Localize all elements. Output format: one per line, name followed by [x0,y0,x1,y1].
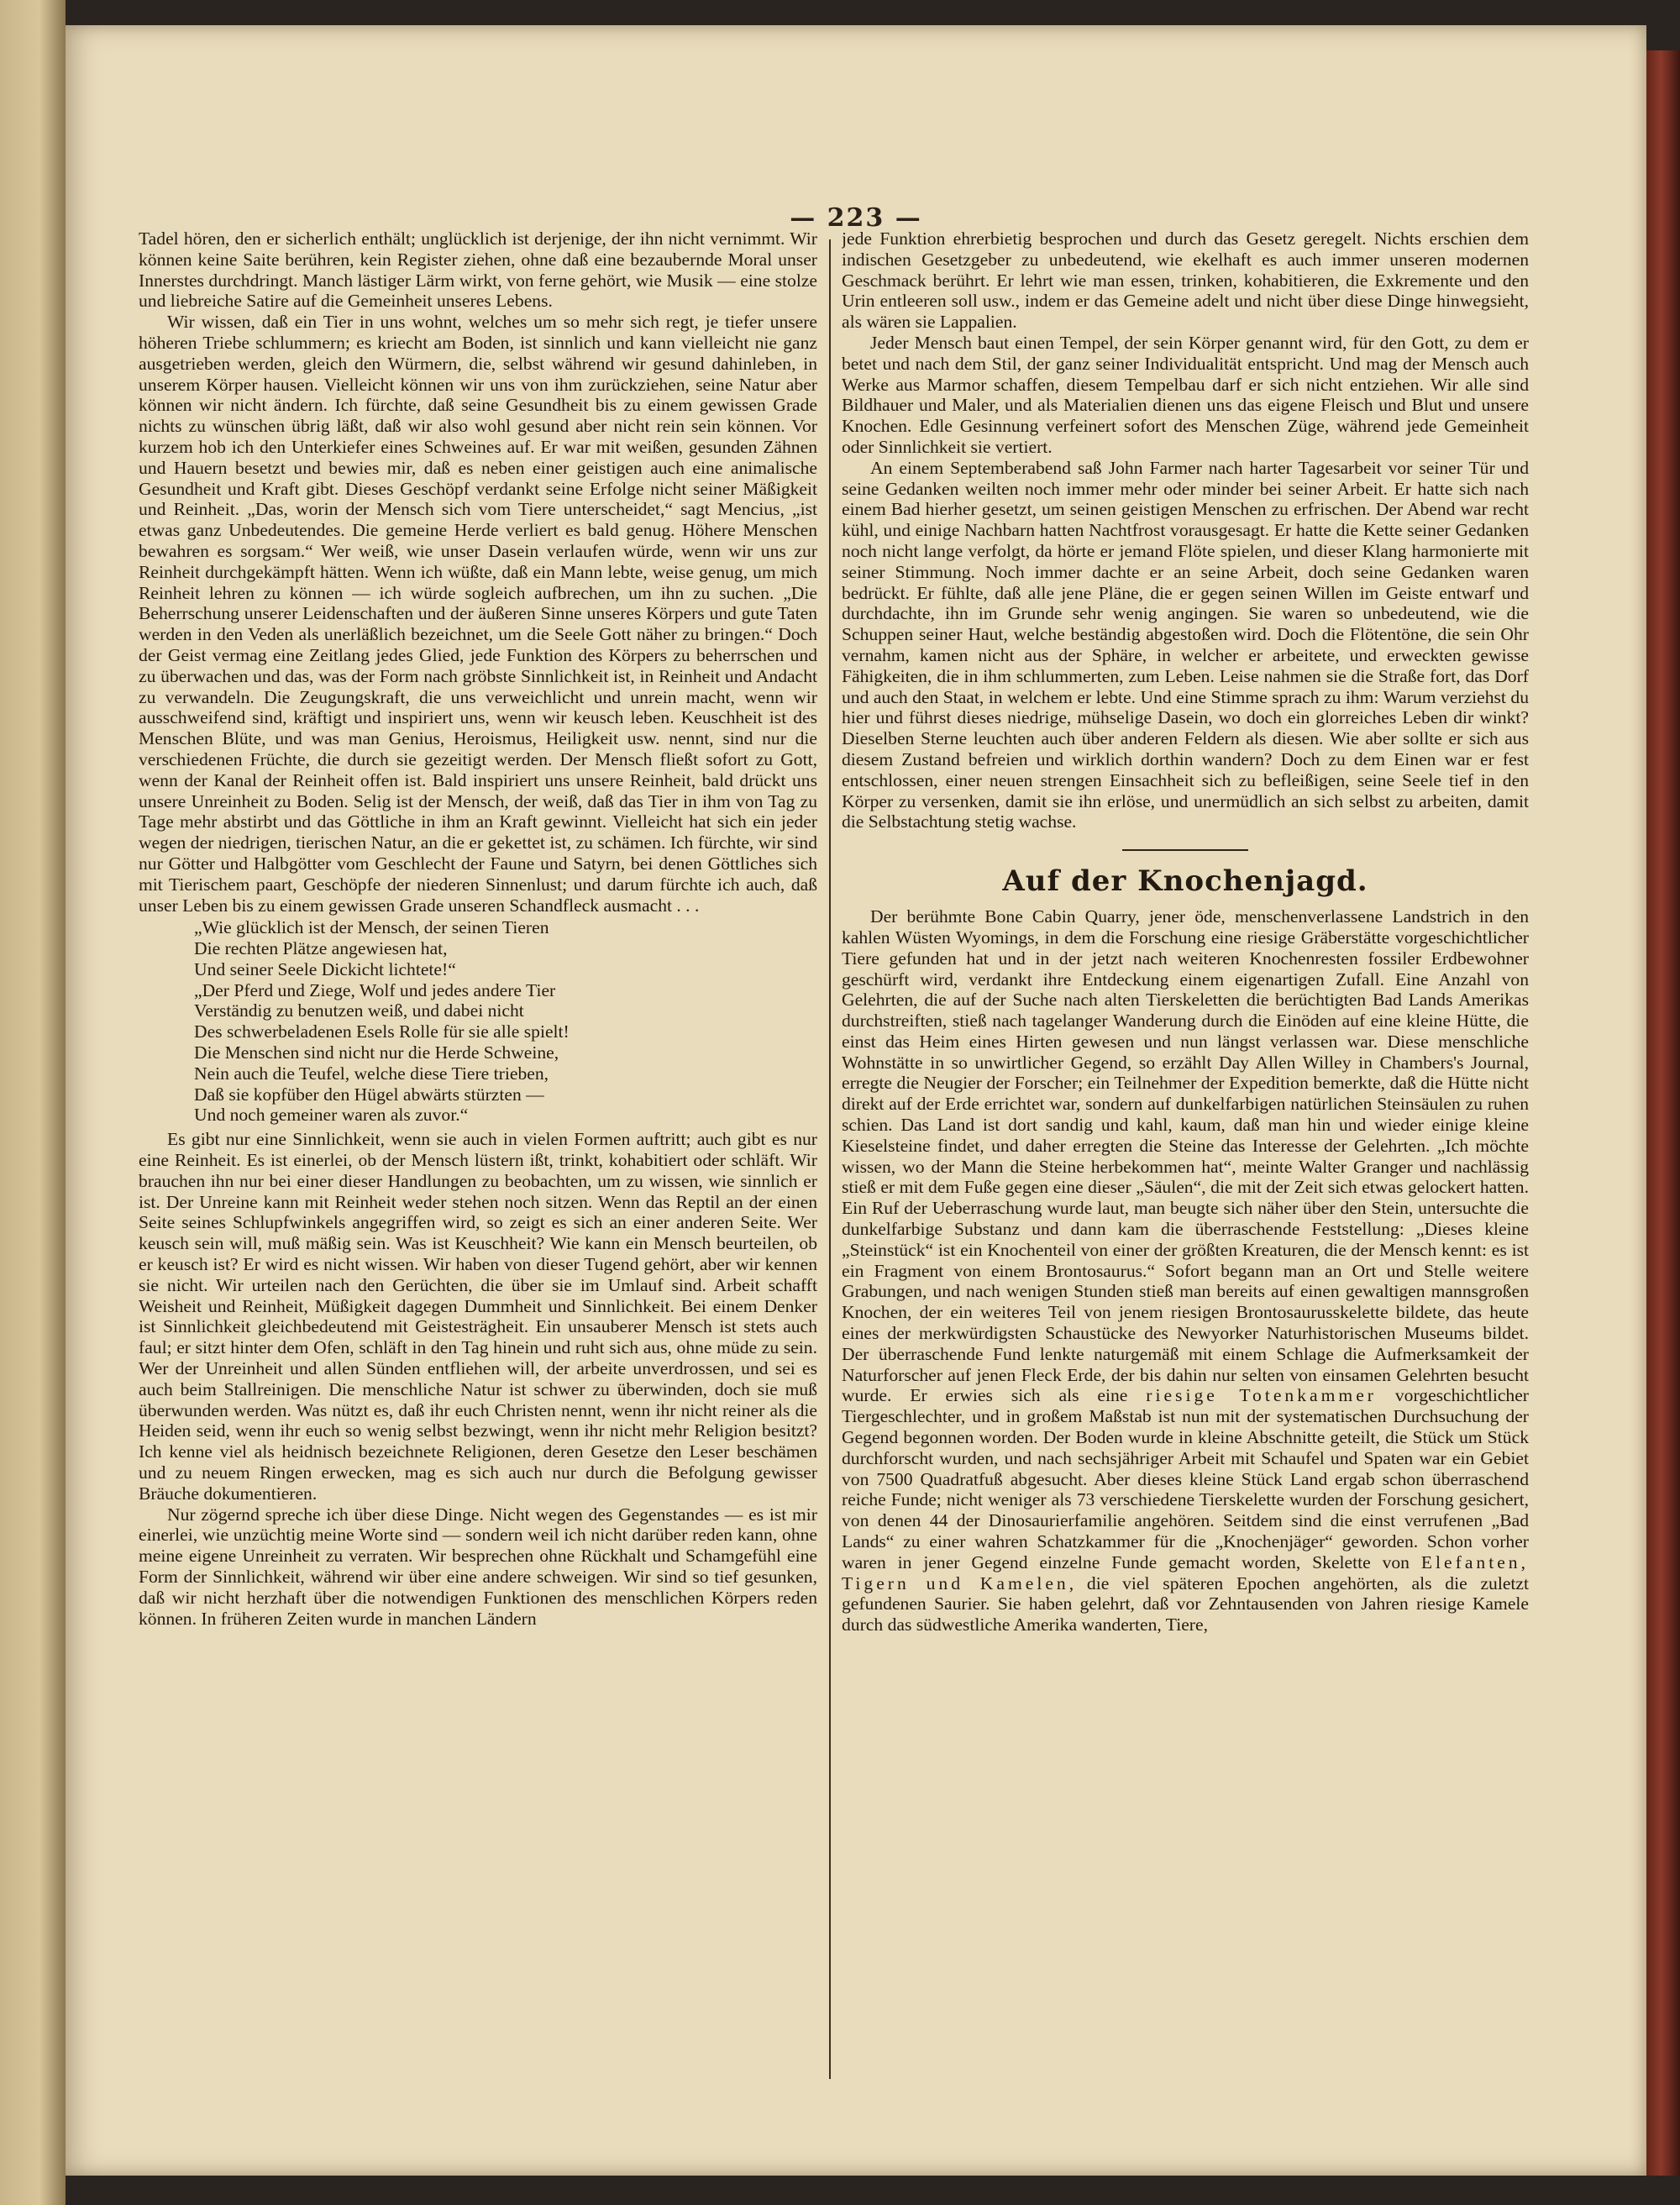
paragraph: jede Funktion ehrerbietig besprochen und durch das Gesetz geregelt. Nichts erschien dem indischen Gesetzgeber zu unbedeutend, wie ekelhaft es auch immer unseren modernen Geschmack berührt. Er lehrt wie man essen, trinken, kohabitieren, die Exkremente und den Urin entleeren soll usw., indem er das Gemeine adelt und nicht über diese Dinge hinwegsieht, als wären sie Lappalien. [842,228,1529,333]
poem-line: Nein auch die Teufel, welche diese Tiere trieben, [194,1063,549,1084]
spaced-emphasis: Elefanten, Tigern und Kamelen [842,1551,1529,1593]
spaced-emphasis: riesige Totenkammer [1146,1385,1377,1406]
left-page-edge [0,0,66,2205]
poem-line: Und noch gemeiner waren als zuvor.“ [194,1105,469,1126]
text-run: vorgeschichtlicher Tiergeschlechter, und in großem Maßstab ist nun mit der systematischen Durchsuchung der Gegend begonnen worden. Der Boden wurde in kleine Abschnitte geteilt, die Stück um Stück durchforscht wurden, und nach sechsjähriger Arbeit mit Schaufel und Spaten war ein Gebiet von 7500 Quadratfuß abgesucht. Aber dieses kleine Stück Land ergab schon überraschend reiche Funde; nicht weniger als 73 verschiedene Tierskelette wurden der Forschung gesichert, von denen 44 der Dinosaurierfamilie angehören. Seitdem sind die einst verrufenen „Bad Lands“ zu einer wahren Schatzkammer für die „Knochenjäger“ geworden. Schon vorher waren in jener Gegend einzelne Funde gemacht worden, Skelette von [842,1385,1529,1572]
poem-line: „Wie glücklich ist der Mensch, der seinen Tieren [194,917,549,938]
poem-line: Daß sie kopfüber den Hügel abwärts stürzten — [194,1084,544,1105]
article-paragraph [842,906,1529,1635]
text-run: , die viel späteren Epochen angehörten, als die zuletzt gefundenen Saurier. Sie haben gelehrt, daß vor Zehntausenden von Jahren riesige Kamele durch das südwestliche Amerika wanderten, Tiere, [842,1572,1529,1635]
poem [194,917,817,1126]
paragraph: Nur zögernd spreche ich über diese Dinge. Nicht wegen des Gegenstandes — es ist mir einerlei, wie unzüchtig meine Worte sind — sondern weil ich nicht darüber reden kann, ohne meine eigene Unreinheit zu verraten. Wir besprechen ohne Rückhalt und Schamgefühl eine Form der Sinnlichkeit, während wir über eine andere schweigen. Wir sind so tief gesunken, daß wir nicht herzhaft über die notwendigen Funktionen des menschlichen Körpers reden können. In früheren Zeiten wurde in manchen Ländern [139,1504,817,1629]
text-run: Der berühmte Bone Cabin Quarry, jener öde, menschenverlassene Landstrich in den kahlen Wüsten Wyomings, in dem die Forschung eine riesige Gräberstätte vorgeschichtlicher Tiere gefunden hat und in der jetzt nach weiteren Knochenresten fossiler Erdbewohner geschürft wird, verdankt ihre Entdeckung einem eigenartigen Zufall. Eine Anzahl von Gelehrten, die auf der Suche nach alten Tierskeletten die berüchtigten Bad Lands Amerikas durchstreiften, stieß nach tagelanger Wanderung durch die Einöden auf eine kleine Hütte, die einst das Heim eines Hirten gewesen und nun längst verlassen war. Diese menschliche Wohnstätte in so unwirtlicher Gegend, so erzählt Day Allen Willey in Chambers's Journal, erregte die Neugier der Forscher; ein Teilnehmer der Expedition bemerkte, daß die Hütte nicht direkt auf der Erde errichtet war, sondern auf dunkelfarbigen natürlichen Steinsäulen zu ruhen schien. Das Land ist dort sandig und kahl, kaum, daß man hin und wieder einige kleine Kieselsteine findet, und daher erregten die Steine das Interesse der Gelehrten. „Ich möchte wissen, wo der Mann die Steine herbekommen hat“, meinte Walter Granger und nachlässig stieß er mit dem Fuße gegen eine dieser „Säulen“, die mit der Zeit sich etwas gelockert hatten. Ein Ruf der Ueberraschung wurde laut, man beugte sich näher über den Stein, untersuchte die dunkelfarbige Substanz und dann kam die überraschende Feststellung: „Dieses kleine „Steinstück“ ist ein Knochenteil von einer der größten Kreaturen, die der Mensch kennt: es ist ein Fragment von einem Brontosaurus.“ Sofort begann man an Ort und Stelle weitere Grabungen, und nach wenigen Stunden stieß man bereits auf einen gewaltigen mannsgroßen Knochen, der ein weiteres Teil von jenem riesigen Brontosaurusskelette bildete, das heute eines der merkwürdigsten Schaustücke des Newyorker Naturhistorischen Museums bildet. Der überraschende Fund lenkte naturgemäß mit einem Schlage die Aufmerksamkeit der Naturforscher auf jenen Fleck Erde, der bis dahin nur selten von einsamen Gelehrten besucht wurde. Er erwies sich als eine [842,906,1529,1406]
poem-line: Die Menschen sind nicht nur die Herde Schweine, [194,1042,559,1063]
poem-line: Des schwerbeladenen Esels Rolle für sie alle spielt! [194,1021,570,1042]
page-number: — 223 — [790,203,922,233]
paragraph: Jeder Mensch baut einen Tempel, der sein Körper genannt wird, für den Gott, zu dem er betet und nach dem Stil, der ganz seiner Individualität entspricht. Und mag der Mensch auch Werke aus Marmor schaffen, diesem Tempelbau darf er sich nicht entziehen. Wir alle sind Bildhauer und Maler, und als Materialien dienen uns das eigene Fleisch und Blut und unsere Knochen. Edle Gesinnung verfeinert sofort des Menschen Züge, während jede Gemeinheit oder Sinnlichkeit sie vertiert. [842,332,1529,457]
poem-line: Die rechten Plätze angewiesen hat, [194,938,448,959]
article-title: Auf der Knochenjagd. [1002,864,1368,899]
poem-line: Verständig zu benutzen weiß, und dabei nicht [194,1000,524,1021]
left-column [139,228,817,2093]
section-divider [1122,849,1248,851]
paragraph: Es gibt nur eine Sinnlichkeit, wenn sie auch in vielen Formen auftritt; auch gibt es nur eine Reinheit. Es ist einerlei, ob der Mensch lüstern ißt, trinkt, kohabitiert oder schläft. Wir brauchen ihn nur bei einer dieser Handlungen zu beobachten, um zu wissen, wie sinnlich er ist. Der Unreine kann mit Reinheit weder stehen noch sitzen. Wenn das Reptil an der einen Seite seines Schlupfwinkels angegriffen wird, so zeigt es sich an einer anderen Seite. Wer keusch sein will, muß mäßig sein. Was ist Keuschheit? Wie kann ein Mensch beurteilen, ob er keusch ist? Er wird es nicht wissen. Wir haben von dieser Tugend gehört, aber wir kennen sie nicht. Wir urteilen nach den Gerüchten, die über sie im Umlauf sind. Arbeit schafft Weisheit und Reinheit, Müßigkeit dagegen Dummheit und Sinnlichkeit. Bei einem Denker ist Sinnlichkeit gleichbedeutend mit Geistesträgheit. Ein unsauberer Mensch ist stets auch faul; er sitzt hinter dem Ofen, schläft in den Tag hinein und ruht sich aus, ohne müde zu sein. Wer der Unreinheit und allen Sünden entfliehen will, der arbeite unverdrossen, und sei es auch beim Stallreinigen. Die menschliche Natur ist schwer zu überwinden, doch sie muß überwunden werden. Was nützt es, daß ihr euch Christen nennt, wenn ihr nicht reiner als die Heiden seid, wenn ihr euch so wenig selbst bezwingt, wenn ihr nicht mehr Religion besitzt? Ich kenne viel als heidnisch bezeichnete Religionen, deren Gesetze den Leser beschämen und zu neuem Ringen erwecken, mag es sich auch nur durch die Befolgung gewisser Bräuche dokumentieren. [139,1129,817,1504]
poem-line: Und seiner Seele Dickicht lichtete!“ [194,958,456,979]
paragraph: Tadel hören, den er sicherlich enthält; unglücklich ist derjenige, der ihn nicht vernimmt. Wir können keine Saite berühren, kein Register ziehen, ohne daß eine bezaubernde Moral unser Innerstes durchdringt. Manch lästiger Lärm wirkt, von ferne gehört, wie Musik — eine stolze und liebreiche Satire auf die Gemeinheit unseres Lebens. [139,228,817,312]
paragraph: Wir wissen, daß ein Tier in uns wohnt, welches um so mehr sich regt, je tiefer unsere höheren Triebe schlummern; es kriecht am Boden, ist sinnlich und kann vielleicht nie ganz ausgetrieben werden, gleich den Würmern, die, selbst während wir gesund dahinleben, in unserem Körper hausen. Vielleicht können wir uns von ihm zurückziehen, seine Natur aber können wir nicht ändern. Ich fürchte, daß seine Gesundheit bis zu einem gewissen Grade nichts zu wünschen übrig läßt, daß wir also wohl gesund aber nicht rein sein können. Vor kurzem hob ich den Unterkiefer eines Schweines auf. Er war mit weißen, gesunden Zähnen und Hauern besetzt und bewies mir, daß es neben einer geistigen auch eine animalische Gesundheit und Kraft gibt. Dieses Geschöpf verdankt seine Erfolge nicht seiner Mäßigkeit und Reinheit. „Das, worin der Mensch sich vom Tiere unterscheidet,“ sagt Mencius, „ist etwas ganz Unbedeutendes. Die gemeine Herde verliert es bald genug. Höhere Menschen bewahren es sorgsam.“ Wer weiß, wie unser Dasein verlaufen würde, wenn wir uns zur Reinheit durchgekämpft hätten. Wenn ich wüßte, daß ein Mann lebte, weise genug, um mich Reinheit lehren zu können — ich würde sogleich aufbrechen, um ihn zu suchen. „Die Beherrschung unserer Leidenschaften und der äußeren Sinne unseres Körpers und gute Taten werden in den Veden als unerläßlich bezeichnet, um die Seele Gott näher zu bringen.“ Doch der Geist vermag eine Zeitlang jedes Glied, jede Funktion des Körpers zu beherrschen und zu überwachen und das, was der Form nach gröbste Sinnlichkeit ist, in Reinheit und Andacht zu verwandeln. Die Zeugungskraft, die uns verweichlicht und unrein macht, wenn wir ausschweifend sind, kräftigt und inspiriert uns, wenn wir keusch leben. Keuschheit ist des Menschen Blüte, und was man Genius, Heroismus, Heiligkeit usw. nennt, sind nur die verschiedenen Früchte, die durch sie gezeitigt werden. Der Mensch fließt sofort zu Gott, wenn der Kanal der Reinheit offen ist. Bald inspiriert uns unsere Reinheit, bald drückt uns unsere Unreinheit zu Boden. Selig ist der Mensch, der weiß, daß das Tier in ihm von Tag zu Tage mehr abstirbt und das Göttliche in ihm an Kraft gewinnt. Vielleicht hat sich ein jeder wegen der niedrigen, tierischen Natur, an die er gekettet ist, zu schämen. Ich fürchte, wir sind nur Götter und Halbgötter vom Geschlecht der Faune und Satyrn, bei denen Göttliches sich mit Tierischem paart, Geschöpfe der niederen Sinnenlust; und darum fürchte ich auch, daß unser Leben bis zu einem gewissen Grade unseren Schandfleck ausmacht . . . [139,312,817,916]
poem-line: „Der Pferd und Ziege, Wolf und jedes andere Tier [194,979,556,1000]
column-divider [829,239,831,2079]
right-column [842,228,1529,2093]
paragraph: An einem Septemberabend saß John Farmer nach harter Tagesarbeit vor seiner Tür und seine Gedanken weilten noch immer mehr oder minder bei seiner Arbeit. Er hatte sich nach einem Bad hierher gesetzt, um seinen geistigen Menschen zu erfrischen. Der Abend war recht kühl, und einige Nachbarn hatten Nachtfrost vorausgesagt. Er hatte die Kette seiner Gedanken noch nicht lange verfolgt, da hörte er jemand Flöte spielen, und dieser Klang harmonierte mit seiner Stimmung. Noch immer dachte er an seine Arbeit, doch seine Gedanken waren bedrückt. Er fühlte, daß alle jene Pläne, die er gegen seinen Willen im Geiste entwarf und durchdachte, ihn im Grunde sehr wenig angingen. Sie waren so unbedeutend, wie die Schuppen seiner Haut, welche beständig abgestoßen wird. Doch die Flötentöne, die sein Ohr vernahm, kamen nicht aus der Sphäre, in welcher er arbeitete, und erweckten gewisse Fähigkeiten, die in ihm schlummerten, zum Leben. Leise nahmen sie die Straße fort, das Dorf und auch den Staat, in welchem er lebte. Und eine Stimme sprach zu ihm: Warum verziehst du hier und führst dieses niedrige, mühselige Dasein, wo doch ein glorreiches Leben dir winkt? Dieselben Sterne leuchten auch über anderen Feldern als diesen. Wie aber sollte er sich aus diesem Zustand befreien und wirklich dorthin wandern? Doch zu dem Einen war er fest entschlossen, einer neuen strengen Einsachheit sich zu befleißigen, seine Seele tief in den Körper zu versenken, damit sie ihn erlöse, und unermüdlich an sich selbst zu arbeiten, damit die Selbstachtung stetig wachse. [842,457,1529,832]
book-binding [1642,50,1680,2176]
